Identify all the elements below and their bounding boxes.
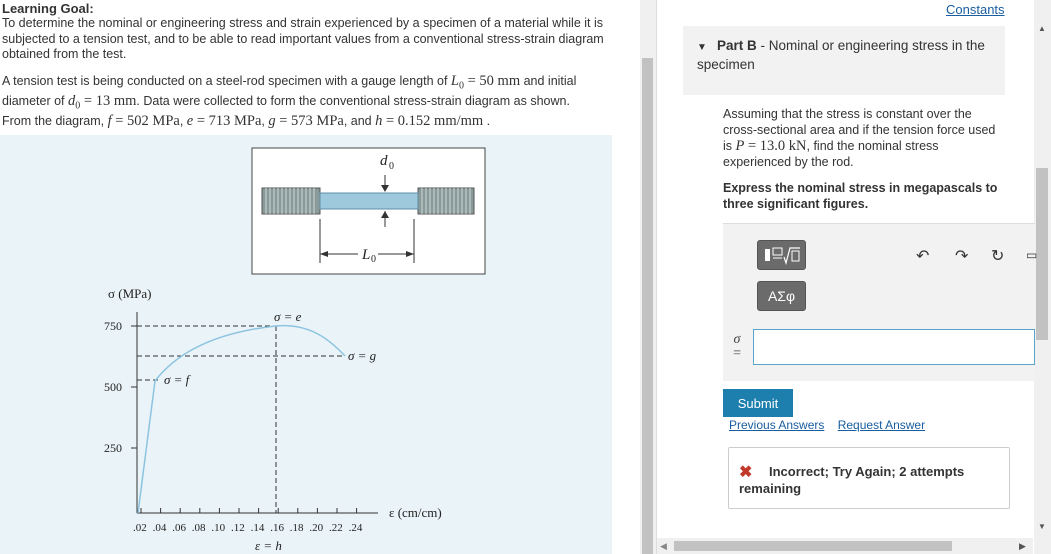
x-tick-label: .02	[133, 522, 147, 534]
label-epsilon-h: ε = h	[255, 538, 282, 553]
x-tick-label: .10	[211, 522, 226, 534]
specimen-rod	[320, 193, 418, 209]
reset-icon[interactable]: ↻	[991, 248, 1005, 265]
x-tick-label: .24	[348, 522, 363, 534]
y-tick-group	[104, 319, 137, 455]
L0-label: L	[362, 247, 371, 263]
templates-button[interactable]	[757, 240, 806, 270]
y-axis-label: σ (MPa)	[108, 286, 152, 301]
x-tick-label: .08	[191, 522, 206, 534]
answer-links	[729, 418, 935, 432]
right-pane-hscroll-thumb[interactable]	[674, 541, 952, 551]
answer-input[interactable]	[753, 329, 1035, 365]
left-pane-scroll-thumb[interactable]	[642, 58, 653, 554]
x-tick-label: .04	[152, 522, 167, 534]
part-label: Part B	[717, 38, 757, 53]
constants-link[interactable]: Constants	[946, 2, 1005, 17]
scroll-down-arrow-icon[interactable]: ▼	[1038, 522, 1046, 531]
part-title: - Nominal or engineering stress in the specimen	[697, 38, 985, 72]
instruction-text: Express the nominal stress in megapascals to three significant figures.	[723, 181, 998, 211]
y-tick-label: 750	[104, 319, 122, 333]
collapse-triangle-icon[interactable]: ▼	[697, 42, 707, 53]
scroll-left-arrow-icon[interactable]: ◀	[660, 541, 667, 551]
submit-button[interactable]: Submit	[723, 389, 793, 417]
y-tick-label: 250	[104, 441, 122, 455]
answer-variable-label: σ =	[732, 332, 742, 361]
greek-symbols-button[interactable]: ΑΣφ	[757, 281, 806, 311]
stress-strain-svg	[0, 135, 612, 554]
x-tick-label: .06	[172, 522, 186, 534]
label-sigma-e: σ = e	[274, 309, 302, 324]
scroll-up-arrow-icon[interactable]: ▲	[1038, 24, 1046, 33]
previous-answers-link[interactable]: Previous Answers	[729, 418, 825, 432]
x-tick-label: .22	[329, 522, 343, 534]
feedback-message: Incorrect; Try Again; 2 attempts remaining	[739, 464, 965, 496]
right-pane-vscroll-thumb[interactable]	[1036, 168, 1048, 340]
incorrect-x-icon: ✖	[739, 464, 753, 481]
learning-goal-text: To determine the nominal or engineering stress and strain experienced by a specimen of a material while it is subjected to a tension test, and to be able to read important values from a conventional stress-strain diagram obtained from the test.	[2, 16, 604, 61]
specimen-left-grip	[262, 188, 320, 214]
request-answer-link[interactable]: Request Answer	[837, 418, 926, 432]
feedback-box	[728, 447, 1010, 509]
x-tick-label: .20	[309, 522, 324, 534]
label-sigma-f: σ = f	[164, 372, 190, 387]
x-axis-label: ε (cm/cm)	[389, 505, 442, 520]
x-tick-label: .12	[231, 522, 245, 534]
template-radical-icon	[762, 244, 802, 266]
d0-label-sub: 0	[389, 161, 394, 172]
d0-label: d	[380, 153, 388, 169]
keyboard-icon[interactable]: ▭	[1026, 248, 1038, 262]
x-tick-label: .16	[270, 522, 284, 534]
problem-intro: A tension test is being conducted on a steel-rod specimen with a gauge length of $L_0 = 50$ mm and initial diameter of $d_0 = 13$ mm. Data were collected to form the conventional stress-strain diagram as shown. From the diagram, f = 502 MPa, e = 713 MPa, g = 573 MPa, and h = 0.152 mm/mm .	[2, 73, 577, 129]
x-tick-group	[133, 508, 363, 534]
part-b-header[interactable]	[697, 37, 997, 73]
scroll-right-arrow-icon[interactable]: ▶	[1019, 541, 1026, 551]
stress-strain-curve	[138, 326, 345, 513]
x-tick-label: .18	[289, 522, 304, 534]
redo-icon[interactable]: ↷	[955, 248, 969, 265]
pane-divider	[656, 0, 677, 554]
stress-strain-figure	[0, 135, 612, 554]
x-tick-label: .14	[250, 522, 265, 534]
y-tick-label: 500	[104, 380, 122, 394]
question-text: Assuming that the stress is constant over the cross-sectional area and if the tension force used is P = 13.0 kN, find the nominal stress experienced by the rod.	[723, 107, 996, 169]
learning-goal-title: Learning Goal:	[2, 1, 94, 16]
L0-label-sub: 0	[371, 254, 376, 265]
label-sigma-g: σ = g	[348, 348, 377, 363]
undo-icon[interactable]: ↶	[916, 248, 930, 265]
